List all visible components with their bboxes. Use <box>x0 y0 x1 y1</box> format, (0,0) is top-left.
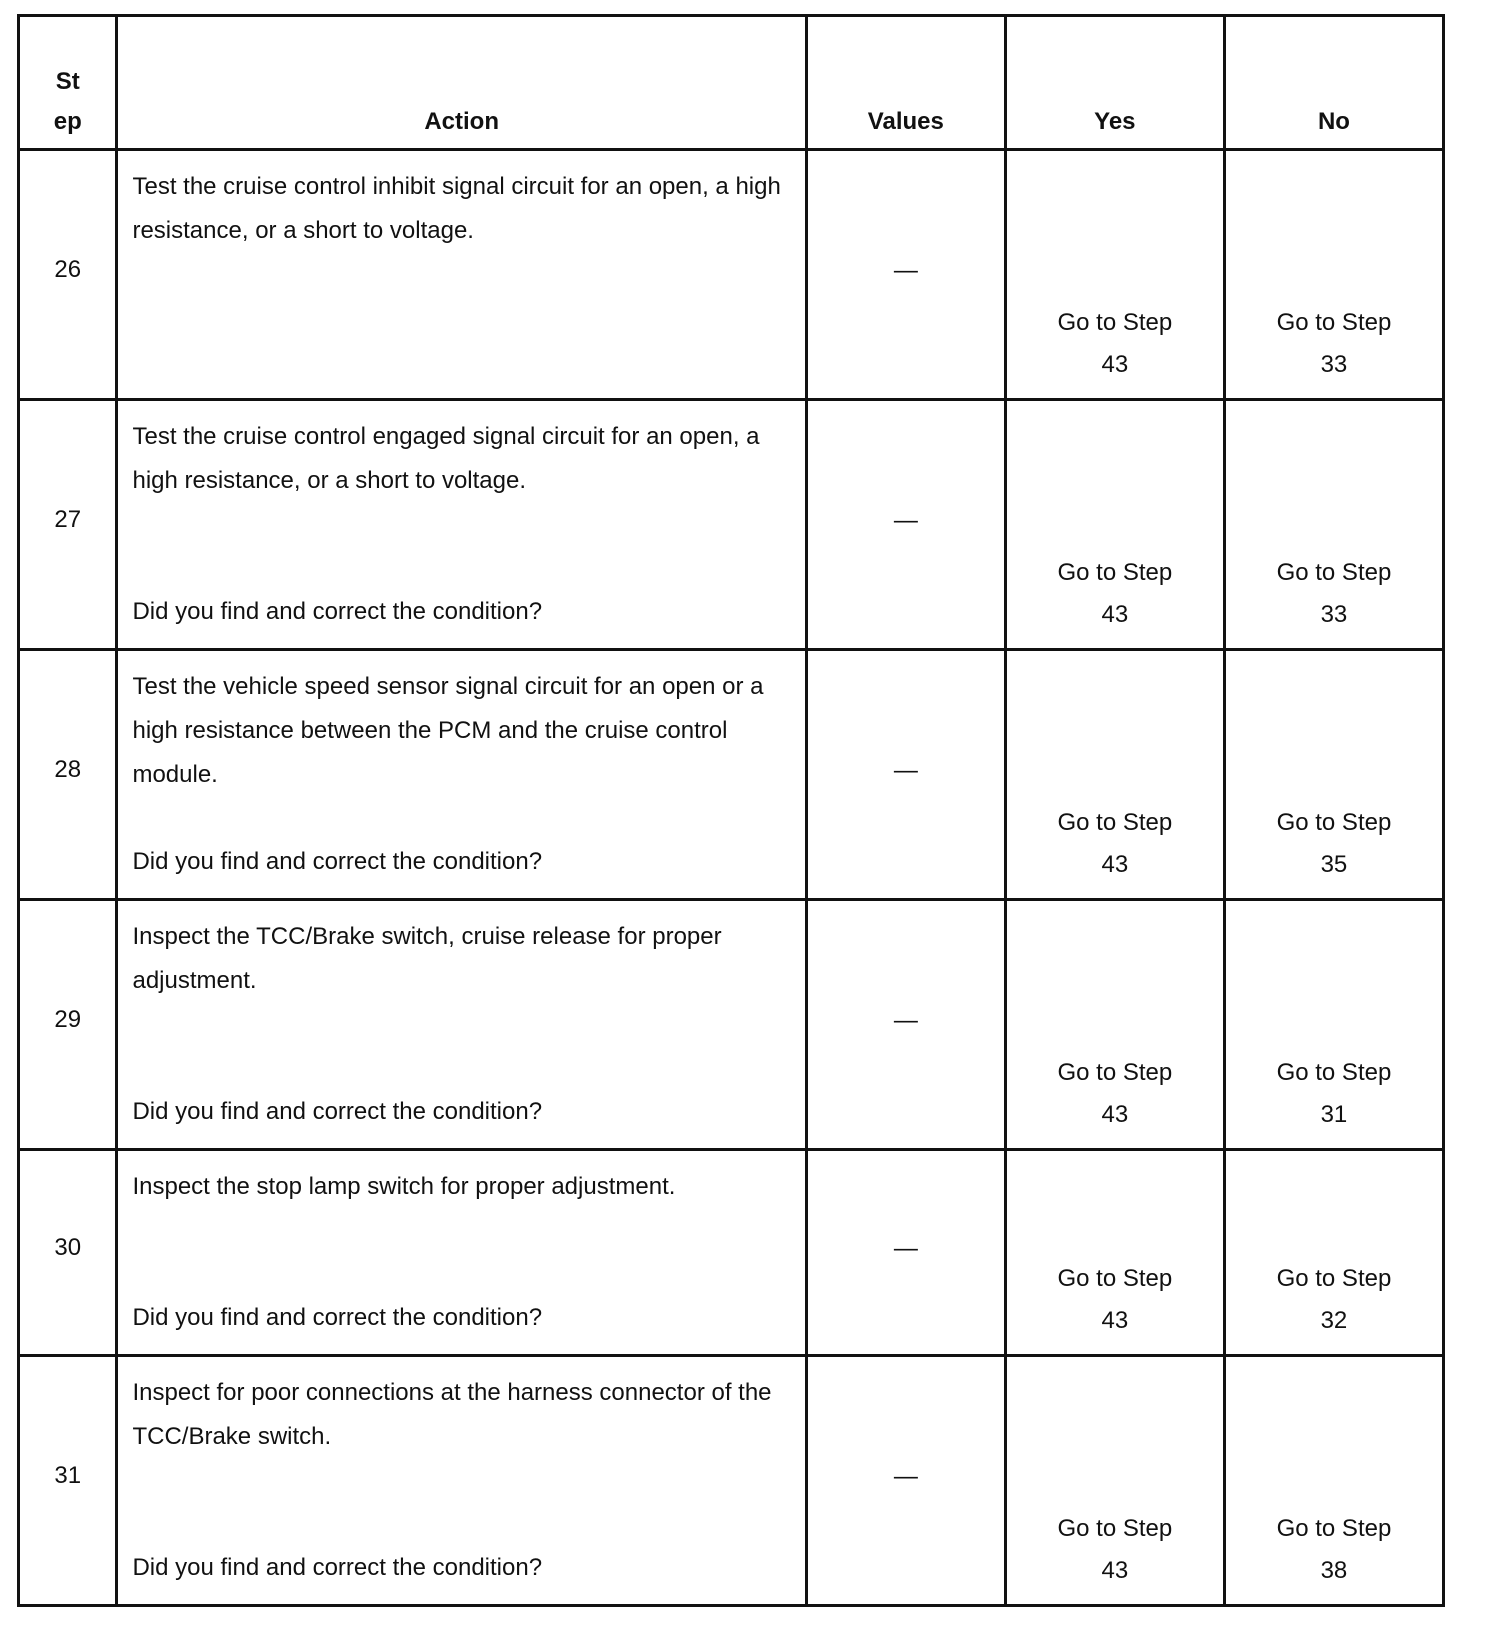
header-step-line2: ep <box>53 108 82 135</box>
values-cell: — <box>806 1150 1005 1356</box>
yes-label: Go to Step <box>1057 559 1173 586</box>
yes-cell <box>1005 650 1224 900</box>
action-text: Inspect the stop lamp switch for proper adjustment. <box>132 1173 676 1200</box>
no-cell <box>1224 650 1443 900</box>
action-cell <box>117 900 806 1150</box>
no-step: 33 <box>1320 601 1348 628</box>
no-label: Go to Step <box>1276 1265 1392 1292</box>
table-row <box>19 1356 1444 1606</box>
no-step: 31 <box>1320 1101 1348 1128</box>
action-text: Test the vehicle speed sensor signal circuit for an open or a high resistance between the PCM and the cruise control module. <box>132 673 764 788</box>
header-step-line1: St <box>55 68 80 95</box>
yes-cell <box>1005 1150 1224 1356</box>
header-values: Values <box>806 16 1005 150</box>
no-label: Go to Step <box>1276 559 1392 586</box>
yes-label: Go to Step <box>1057 1515 1173 1542</box>
diagnostic-table <box>17 14 1445 1607</box>
question-text: Did you find and correct the condition? <box>132 598 543 625</box>
header-step <box>19 16 117 150</box>
no-step: 38 <box>1320 1557 1348 1584</box>
yes-step: 43 <box>1101 351 1129 378</box>
yes-step: 43 <box>1101 1307 1129 1334</box>
action-cell <box>117 1150 806 1356</box>
no-cell <box>1224 1150 1443 1356</box>
action-cell <box>117 400 806 650</box>
no-label: Go to Step <box>1276 1059 1392 1086</box>
no-label: Go to Step <box>1276 309 1392 336</box>
yes-cell <box>1005 400 1224 650</box>
yes-step: 43 <box>1101 1101 1129 1128</box>
yes-label: Go to Step <box>1057 309 1173 336</box>
values-cell: — <box>806 150 1005 400</box>
step-number: 28 <box>19 650 117 900</box>
action-text: Inspect for poor connections at the harness connector of the TCC/Brake switch. <box>132 1379 772 1450</box>
yes-cell <box>1005 900 1224 1150</box>
no-cell <box>1224 1356 1443 1606</box>
table-row <box>19 1150 1444 1356</box>
question-text: Did you find and correct the condition? <box>132 1554 543 1581</box>
yes-step: 43 <box>1101 851 1129 878</box>
no-label: Go to Step <box>1276 1515 1392 1542</box>
yes-step: 43 <box>1101 601 1129 628</box>
no-step: 32 <box>1320 1307 1348 1334</box>
yes-cell <box>1005 1356 1224 1606</box>
step-number: 30 <box>19 1150 117 1356</box>
yes-label: Go to Step <box>1057 1265 1173 1292</box>
no-cell <box>1224 400 1443 650</box>
table-row <box>19 900 1444 1150</box>
question-text: Did you find and correct the condition? <box>132 1304 543 1331</box>
table-row <box>19 150 1444 400</box>
values-cell: — <box>806 400 1005 650</box>
question-text: Did you find and correct the condition? <box>132 848 543 875</box>
table-row <box>19 650 1444 900</box>
values-cell: — <box>806 1356 1005 1606</box>
no-step: 35 <box>1320 851 1348 878</box>
yes-label: Go to Step <box>1057 1059 1173 1086</box>
no-cell <box>1224 900 1443 1150</box>
action-cell <box>117 650 806 900</box>
no-cell <box>1224 150 1443 400</box>
header-no: No <box>1224 16 1443 150</box>
step-number: 31 <box>19 1356 117 1606</box>
action-text: Test the cruise control inhibit signal circuit for an open, a high resistance, or a short to voltage. <box>132 173 781 244</box>
no-label: Go to Step <box>1276 809 1392 836</box>
action-text: Inspect the TCC/Brake switch, cruise release for proper adjustment. <box>132 923 722 994</box>
table-row <box>19 400 1444 650</box>
header-row <box>19 16 1444 150</box>
header-yes: Yes <box>1005 16 1224 150</box>
action-cell <box>117 1356 806 1606</box>
yes-cell <box>1005 150 1224 400</box>
yes-step: 43 <box>1101 1557 1129 1584</box>
step-number: 29 <box>19 900 117 1150</box>
values-cell: — <box>806 900 1005 1150</box>
step-number: 27 <box>19 400 117 650</box>
values-cell: — <box>806 650 1005 900</box>
question-text: Did you find and correct the condition? <box>132 1098 543 1125</box>
header-action: Action <box>117 16 806 150</box>
no-step: 33 <box>1320 351 1348 378</box>
action-text: Test the cruise control engaged signal circuit for an open, a high resistance, or a short to voltage. <box>132 423 760 494</box>
step-number: 26 <box>19 150 117 400</box>
action-cell <box>117 150 806 400</box>
yes-label: Go to Step <box>1057 809 1173 836</box>
